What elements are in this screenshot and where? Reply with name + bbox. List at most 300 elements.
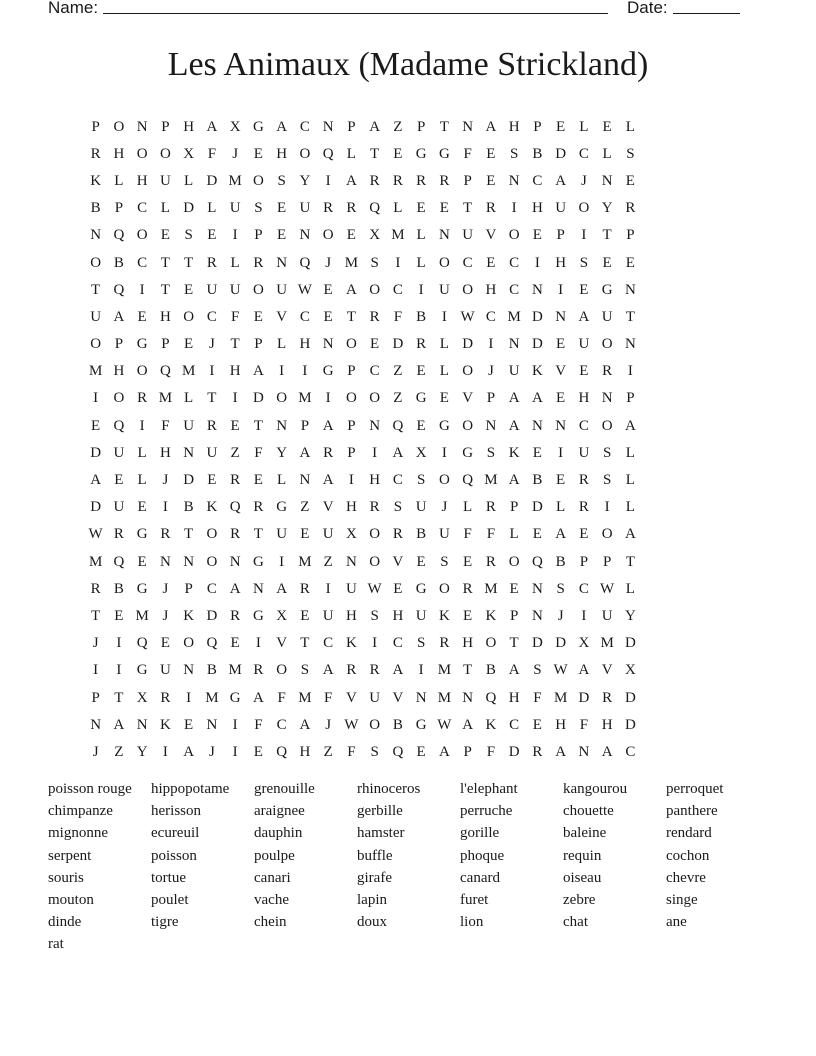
grid-letter[interactable]: Q (322, 145, 334, 162)
grid-letter[interactable]: O (159, 145, 171, 162)
grid-letter[interactable]: T (91, 281, 101, 298)
grid-letter[interactable]: I (511, 200, 517, 217)
grid-letter[interactable]: U (322, 526, 334, 543)
grid-letter[interactable]: F (486, 743, 496, 760)
grid-letter[interactable]: P (463, 172, 472, 189)
grid-letter[interactable]: A (578, 662, 590, 679)
grid-letter[interactable]: S (370, 607, 379, 624)
grid-letter[interactable]: Z (323, 743, 333, 760)
grid-letter[interactable]: I (348, 472, 354, 489)
grid-letter[interactable]: D (578, 689, 590, 706)
grid-letter[interactable]: E (137, 308, 147, 325)
grid-letter[interactable]: N (183, 662, 195, 679)
grid-letter[interactable]: E (439, 390, 449, 407)
grid-letter[interactable]: O (136, 145, 148, 162)
grid-letter[interactable]: B (532, 472, 543, 489)
grid-letter[interactable]: S (300, 662, 310, 679)
grid-letter[interactable]: I (209, 363, 215, 380)
grid-letter[interactable]: C (137, 254, 148, 271)
grid-letter[interactable]: Q (299, 254, 311, 271)
grid-letter[interactable]: N (485, 417, 497, 434)
grid-letter[interactable]: I (558, 444, 564, 461)
grid-letter[interactable]: N (90, 227, 102, 244)
grid-letter[interactable]: H (392, 607, 404, 624)
grid-letter[interactable]: O (438, 472, 450, 489)
grid-letter[interactable]: S (184, 227, 193, 244)
grid-letter[interactable]: F (277, 689, 286, 706)
grid-letter[interactable]: R (253, 499, 264, 516)
grid-letter[interactable]: T (114, 689, 124, 706)
grid-letter[interactable]: Q (392, 417, 404, 434)
grid-letter[interactable]: Q (113, 553, 125, 570)
grid-letter[interactable]: O (462, 281, 474, 298)
grid-letter[interactable]: A (229, 580, 241, 597)
grid-letter[interactable]: X (345, 526, 357, 543)
grid-letter[interactable]: A (206, 118, 218, 135)
grid-letter[interactable]: E (160, 635, 170, 652)
grid-letter[interactable]: P (300, 417, 310, 434)
grid-letter[interactable]: L (184, 172, 194, 189)
grid-letter[interactable]: C (299, 308, 310, 325)
grid-letter[interactable]: T (625, 308, 635, 325)
grid-letter[interactable]: S (440, 553, 449, 570)
grid-letter[interactable]: E (300, 607, 310, 624)
grid-letter[interactable]: R (160, 689, 171, 706)
grid-letter[interactable]: P (347, 363, 356, 380)
grid-letter[interactable]: Q (369, 200, 381, 217)
grid-letter[interactable]: Y (624, 607, 636, 624)
grid-letter[interactable]: Z (230, 444, 240, 461)
grid-letter[interactable]: S (533, 662, 542, 679)
grid-letter[interactable]: S (602, 472, 612, 489)
grid-letter[interactable]: L (625, 444, 635, 461)
grid-letter[interactable]: M (437, 689, 452, 706)
grid-letter[interactable]: R (90, 145, 101, 162)
grid-letter[interactable]: R (392, 526, 403, 543)
grid-letter[interactable]: N (299, 472, 311, 489)
grid-letter[interactable]: V (276, 635, 288, 652)
grid-letter[interactable]: N (322, 118, 334, 135)
grid-letter[interactable]: R (625, 200, 636, 217)
grid-letter[interactable]: M (228, 662, 242, 679)
grid-letter[interactable]: R (369, 499, 380, 516)
grid-letter[interactable]: I (325, 580, 331, 597)
grid-letter[interactable]: O (276, 390, 288, 407)
grid-letter[interactable]: Q (136, 635, 148, 652)
grid-letter[interactable]: S (416, 635, 426, 652)
grid-letter[interactable]: E (91, 417, 101, 434)
grid-letter[interactable]: N (415, 689, 427, 706)
grid-letter[interactable]: A (508, 662, 520, 679)
grid-letter[interactable]: N (601, 390, 613, 407)
grid-letter[interactable]: E (253, 145, 263, 162)
grid-letter[interactable]: H (159, 444, 171, 461)
grid-letter[interactable]: H (299, 336, 311, 353)
grid-letter[interactable]: M (484, 580, 498, 597)
grid-letter[interactable]: O (345, 390, 357, 407)
grid-letter[interactable]: P (416, 118, 426, 135)
grid-letter[interactable]: J (441, 499, 448, 516)
grid-letter[interactable]: R (90, 580, 101, 597)
grid-letter[interactable]: A (624, 417, 636, 434)
grid-letter[interactable]: A (555, 526, 567, 543)
grid-letter[interactable]: U (578, 336, 590, 353)
grid-letter[interactable]: X (415, 444, 427, 461)
grid-letter[interactable]: O (252, 172, 264, 189)
grid-letter[interactable]: N (322, 336, 334, 353)
grid-letter[interactable]: P (626, 227, 635, 244)
grid-letter[interactable]: N (531, 580, 543, 597)
grid-letter[interactable]: C (578, 145, 589, 162)
grid-letter[interactable]: N (508, 336, 520, 353)
grid-letter[interactable]: J (208, 336, 215, 353)
grid-letter[interactable]: I (325, 390, 331, 407)
grid-letter[interactable]: A (322, 662, 334, 679)
grid-letter[interactable]: G (136, 336, 148, 353)
grid-letter[interactable]: T (160, 254, 170, 271)
grid-letter[interactable]: E (137, 553, 147, 570)
grid-letter[interactable]: K (485, 716, 497, 733)
grid-letter[interactable]: E (323, 308, 333, 325)
grid-letter[interactable]: C (578, 417, 589, 434)
grid-letter[interactable]: S (277, 172, 286, 189)
grid-letter[interactable]: K (508, 444, 520, 461)
grid-letter[interactable]: T (509, 635, 519, 652)
grid-letter[interactable]: P (254, 227, 263, 244)
grid-letter[interactable]: U (113, 499, 125, 516)
grid-letter[interactable]: I (534, 254, 540, 271)
grid-letter[interactable]: E (579, 363, 589, 380)
grid-letter[interactable]: G (601, 281, 613, 298)
grid-letter[interactable]: P (579, 553, 589, 570)
grid-letter[interactable]: U (229, 281, 241, 298)
grid-letter[interactable]: P (161, 336, 170, 353)
grid-letter[interactable]: Q (113, 417, 125, 434)
grid-letter[interactable]: B (532, 145, 543, 162)
grid-letter[interactable]: E (532, 227, 542, 244)
grid-letter[interactable]: P (91, 689, 100, 706)
grid-letter[interactable]: P (114, 200, 124, 217)
grid-letter[interactable]: A (369, 118, 381, 135)
grid-letter[interactable]: R (578, 472, 589, 489)
grid-letter[interactable]: V (601, 662, 613, 679)
grid-letter[interactable]: M (205, 689, 219, 706)
grid-letter[interactable]: E (253, 472, 263, 489)
grid-letter[interactable]: Q (462, 472, 474, 489)
grid-letter[interactable]: O (508, 227, 520, 244)
grid-letter[interactable]: G (462, 444, 474, 461)
grid-letter[interactable]: I (581, 227, 587, 244)
grid-letter[interactable]: H (113, 145, 125, 162)
grid-letter[interactable]: E (625, 172, 635, 189)
name-blank-line[interactable] (103, 13, 608, 14)
grid-letter[interactable]: R (439, 635, 450, 652)
grid-letter[interactable]: I (418, 662, 424, 679)
grid-letter[interactable]: D (531, 499, 543, 516)
grid-letter[interactable]: E (277, 200, 287, 217)
grid-letter[interactable]: D (90, 499, 102, 516)
grid-letter[interactable]: L (625, 118, 635, 135)
grid-letter[interactable]: D (624, 716, 636, 733)
grid-letter[interactable]: G (252, 118, 264, 135)
grid-letter[interactable]: T (184, 254, 194, 271)
grid-letter[interactable]: J (325, 254, 332, 271)
grid-letter[interactable]: O (369, 553, 381, 570)
grid-letter[interactable]: E (532, 526, 542, 543)
grid-letter[interactable]: A (578, 308, 590, 325)
grid-letter[interactable]: D (183, 200, 195, 217)
grid-letter[interactable]: Q (113, 281, 125, 298)
grid-letter[interactable]: J (325, 716, 332, 733)
grid-letter[interactable]: D (183, 472, 195, 489)
grid-letter[interactable]: R (346, 662, 357, 679)
grid-letter[interactable]: W (600, 580, 615, 597)
grid-letter[interactable]: R (369, 308, 380, 325)
grid-letter[interactable]: H (508, 689, 520, 706)
grid-letter[interactable]: J (487, 363, 494, 380)
grid-letter[interactable]: R (392, 172, 403, 189)
grid-letter[interactable]: L (230, 254, 240, 271)
grid-letter[interactable]: Q (531, 553, 543, 570)
grid-letter[interactable]: H (229, 363, 241, 380)
grid-letter[interactable]: A (392, 444, 404, 461)
grid-letter[interactable]: J (580, 172, 587, 189)
grid-letter[interactable]: U (113, 444, 125, 461)
grid-letter[interactable]: V (345, 689, 357, 706)
grid-letter[interactable]: L (439, 336, 449, 353)
grid-letter[interactable]: S (509, 145, 519, 162)
grid-letter[interactable]: E (184, 336, 194, 353)
grid-letter[interactable]: I (232, 227, 238, 244)
grid-letter[interactable]: M (298, 553, 312, 570)
grid-letter[interactable]: C (578, 580, 589, 597)
grid-letter[interactable]: R (602, 363, 613, 380)
grid-letter[interactable]: H (601, 716, 613, 733)
grid-letter[interactable]: E (253, 308, 263, 325)
grid-letter[interactable]: T (91, 607, 101, 624)
grid-letter[interactable]: T (300, 635, 310, 652)
grid-letter[interactable]: I (162, 499, 168, 516)
grid-letter[interactable]: P (509, 499, 519, 516)
grid-letter[interactable]: T (463, 662, 473, 679)
grid-letter[interactable]: A (462, 716, 474, 733)
grid-letter[interactable]: O (276, 662, 288, 679)
grid-letter[interactable]: N (578, 743, 590, 760)
grid-letter[interactable]: U (601, 308, 613, 325)
grid-letter[interactable]: R (323, 200, 334, 217)
grid-letter[interactable]: I (255, 635, 261, 652)
grid-letter[interactable]: D (392, 336, 404, 353)
grid-letter[interactable]: R (369, 172, 380, 189)
grid-letter[interactable]: E (509, 580, 519, 597)
grid-letter[interactable]: A (438, 743, 450, 760)
grid-letter[interactable]: R (602, 689, 613, 706)
grid-letter[interactable]: O (322, 227, 334, 244)
grid-letter[interactable]: I (279, 553, 285, 570)
grid-letter[interactable]: N (183, 444, 195, 461)
grid-letter[interactable]: T (253, 526, 263, 543)
grid-letter[interactable]: G (229, 689, 241, 706)
grid-letter[interactable]: S (556, 580, 565, 597)
grid-letter[interactable]: N (299, 227, 311, 244)
grid-letter[interactable]: H (345, 499, 357, 516)
grid-letter[interactable]: C (392, 281, 403, 298)
grid-letter[interactable]: K (90, 172, 102, 189)
grid-letter[interactable]: B (183, 499, 194, 516)
grid-letter[interactable]: R (230, 526, 241, 543)
grid-letter[interactable]: A (508, 472, 520, 489)
grid-letter[interactable]: A (624, 526, 636, 543)
grid-letter[interactable]: X (578, 635, 590, 652)
grid-letter[interactable]: I (372, 635, 378, 652)
grid-letter[interactable]: A (299, 444, 311, 461)
grid-letter[interactable]: G (322, 363, 334, 380)
grid-letter[interactable]: X (136, 689, 148, 706)
grid-letter[interactable]: D (624, 635, 636, 652)
grid-letter[interactable]: B (416, 526, 427, 543)
grid-letter[interactable]: E (556, 472, 566, 489)
grid-letter[interactable]: B (555, 553, 566, 570)
grid-letter[interactable]: R (532, 743, 543, 760)
grid-letter[interactable]: L (137, 472, 147, 489)
grid-letter[interactable]: C (206, 580, 217, 597)
grid-letter[interactable]: P (486, 390, 496, 407)
grid-letter[interactable]: S (370, 743, 379, 760)
grid-letter[interactable]: V (485, 227, 497, 244)
grid-letter[interactable]: O (90, 336, 102, 353)
grid-letter[interactable]: D (508, 743, 520, 760)
grid-letter[interactable]: H (555, 254, 567, 271)
grid-letter[interactable]: N (555, 417, 567, 434)
grid-letter[interactable]: B (113, 580, 124, 597)
grid-letter[interactable]: O (369, 281, 381, 298)
grid-letter[interactable]: R (416, 336, 427, 353)
grid-letter[interactable]: I (441, 308, 447, 325)
grid-letter[interactable]: Q (392, 743, 404, 760)
grid-letter[interactable]: E (556, 118, 566, 135)
grid-letter[interactable]: F (393, 308, 403, 325)
grid-letter[interactable]: A (113, 308, 125, 325)
grid-letter[interactable]: O (369, 390, 381, 407)
grid-letter[interactable]: S (254, 200, 263, 217)
grid-letter[interactable]: T (253, 417, 263, 434)
grid-letter[interactable]: D (531, 336, 543, 353)
grid-letter[interactable]: L (416, 254, 426, 271)
grid-letter[interactable]: L (416, 227, 426, 244)
grid-letter[interactable]: P (347, 444, 356, 461)
grid-letter[interactable]: D (252, 390, 264, 407)
grid-letter[interactable]: U (462, 227, 474, 244)
grid-letter[interactable]: B (90, 200, 101, 217)
grid-letter[interactable]: Q (229, 499, 241, 516)
grid-letter[interactable]: M (88, 553, 103, 570)
grid-letter[interactable]: I (279, 363, 285, 380)
grid-letter[interactable]: H (299, 743, 311, 760)
grid-letter[interactable]: C (369, 363, 380, 380)
grid-letter[interactable]: U (322, 607, 334, 624)
grid-letter[interactable]: B (392, 716, 403, 733)
grid-letter[interactable]: O (601, 336, 613, 353)
grid-letter[interactable]: N (531, 607, 543, 624)
grid-letter[interactable]: A (322, 417, 334, 434)
grid-letter[interactable]: I (581, 607, 587, 624)
grid-letter[interactable]: P (463, 743, 472, 760)
grid-letter[interactable]: N (345, 553, 357, 570)
grid-letter[interactable]: C (532, 172, 543, 189)
grid-letter[interactable]: D (90, 444, 102, 461)
grid-letter[interactable]: M (181, 363, 196, 380)
grid-letter[interactable]: U (159, 662, 171, 679)
grid-letter[interactable]: A (555, 172, 567, 189)
grid-letter[interactable]: N (624, 336, 636, 353)
grid-letter[interactable]: I (372, 444, 378, 461)
grid-letter[interactable]: N (531, 281, 543, 298)
grid-letter[interactable]: W (460, 308, 475, 325)
grid-letter[interactable]: O (462, 417, 474, 434)
grid-letter[interactable]: I (162, 743, 168, 760)
grid-letter[interactable]: F (347, 743, 356, 760)
grid-letter[interactable]: D (206, 607, 218, 624)
grid-letter[interactable]: R (578, 499, 589, 516)
grid-letter[interactable]: A (508, 417, 520, 434)
grid-letter[interactable]: O (252, 281, 264, 298)
grid-letter[interactable]: G (252, 607, 264, 624)
grid-letter[interactable]: A (345, 172, 357, 189)
grid-letter[interactable]: W (344, 716, 359, 733)
grid-letter[interactable]: R (346, 200, 357, 217)
grid-letter[interactable]: E (370, 336, 380, 353)
grid-letter[interactable]: U (206, 281, 218, 298)
grid-letter[interactable]: L (602, 145, 612, 162)
grid-letter[interactable]: G (136, 662, 148, 679)
grid-letter[interactable]: C (392, 472, 403, 489)
grid-letter[interactable]: A (485, 118, 497, 135)
grid-letter[interactable]: G (136, 526, 148, 543)
grid-letter[interactable]: M (135, 607, 149, 624)
grid-letter[interactable]: R (299, 580, 310, 597)
grid-letter[interactable]: L (579, 118, 589, 135)
grid-letter[interactable]: T (370, 145, 380, 162)
grid-letter[interactable]: N (136, 118, 148, 135)
grid-letter[interactable]: G (252, 553, 264, 570)
grid-letter[interactable]: H (183, 118, 195, 135)
grid-letter[interactable]: X (624, 662, 636, 679)
grid-letter[interactable]: E (486, 254, 496, 271)
grid-letter[interactable]: C (462, 254, 473, 271)
grid-letter[interactable]: P (347, 118, 356, 135)
grid-letter[interactable]: P (114, 336, 124, 353)
grid-letter[interactable]: R (439, 172, 450, 189)
grid-letter[interactable]: B (485, 662, 496, 679)
grid-letter[interactable]: G (438, 417, 450, 434)
grid-letter[interactable]: M (228, 172, 242, 189)
grid-letter[interactable]: E (160, 227, 170, 244)
grid-letter[interactable]: L (184, 390, 194, 407)
grid-letter[interactable]: C (299, 118, 310, 135)
grid-letter[interactable]: C (509, 254, 520, 271)
grid-letter[interactable]: L (277, 336, 287, 353)
grid-letter[interactable]: U (229, 200, 241, 217)
grid-letter[interactable]: L (625, 499, 635, 516)
grid-letter[interactable]: B (206, 662, 217, 679)
grid-letter[interactable]: J (92, 743, 99, 760)
grid-letter[interactable]: H (555, 716, 567, 733)
grid-letter[interactable]: E (602, 254, 612, 271)
grid-letter[interactable]: N (276, 417, 288, 434)
grid-letter[interactable]: N (555, 308, 567, 325)
grid-letter[interactable]: E (184, 281, 194, 298)
grid-letter[interactable]: C (206, 308, 217, 325)
